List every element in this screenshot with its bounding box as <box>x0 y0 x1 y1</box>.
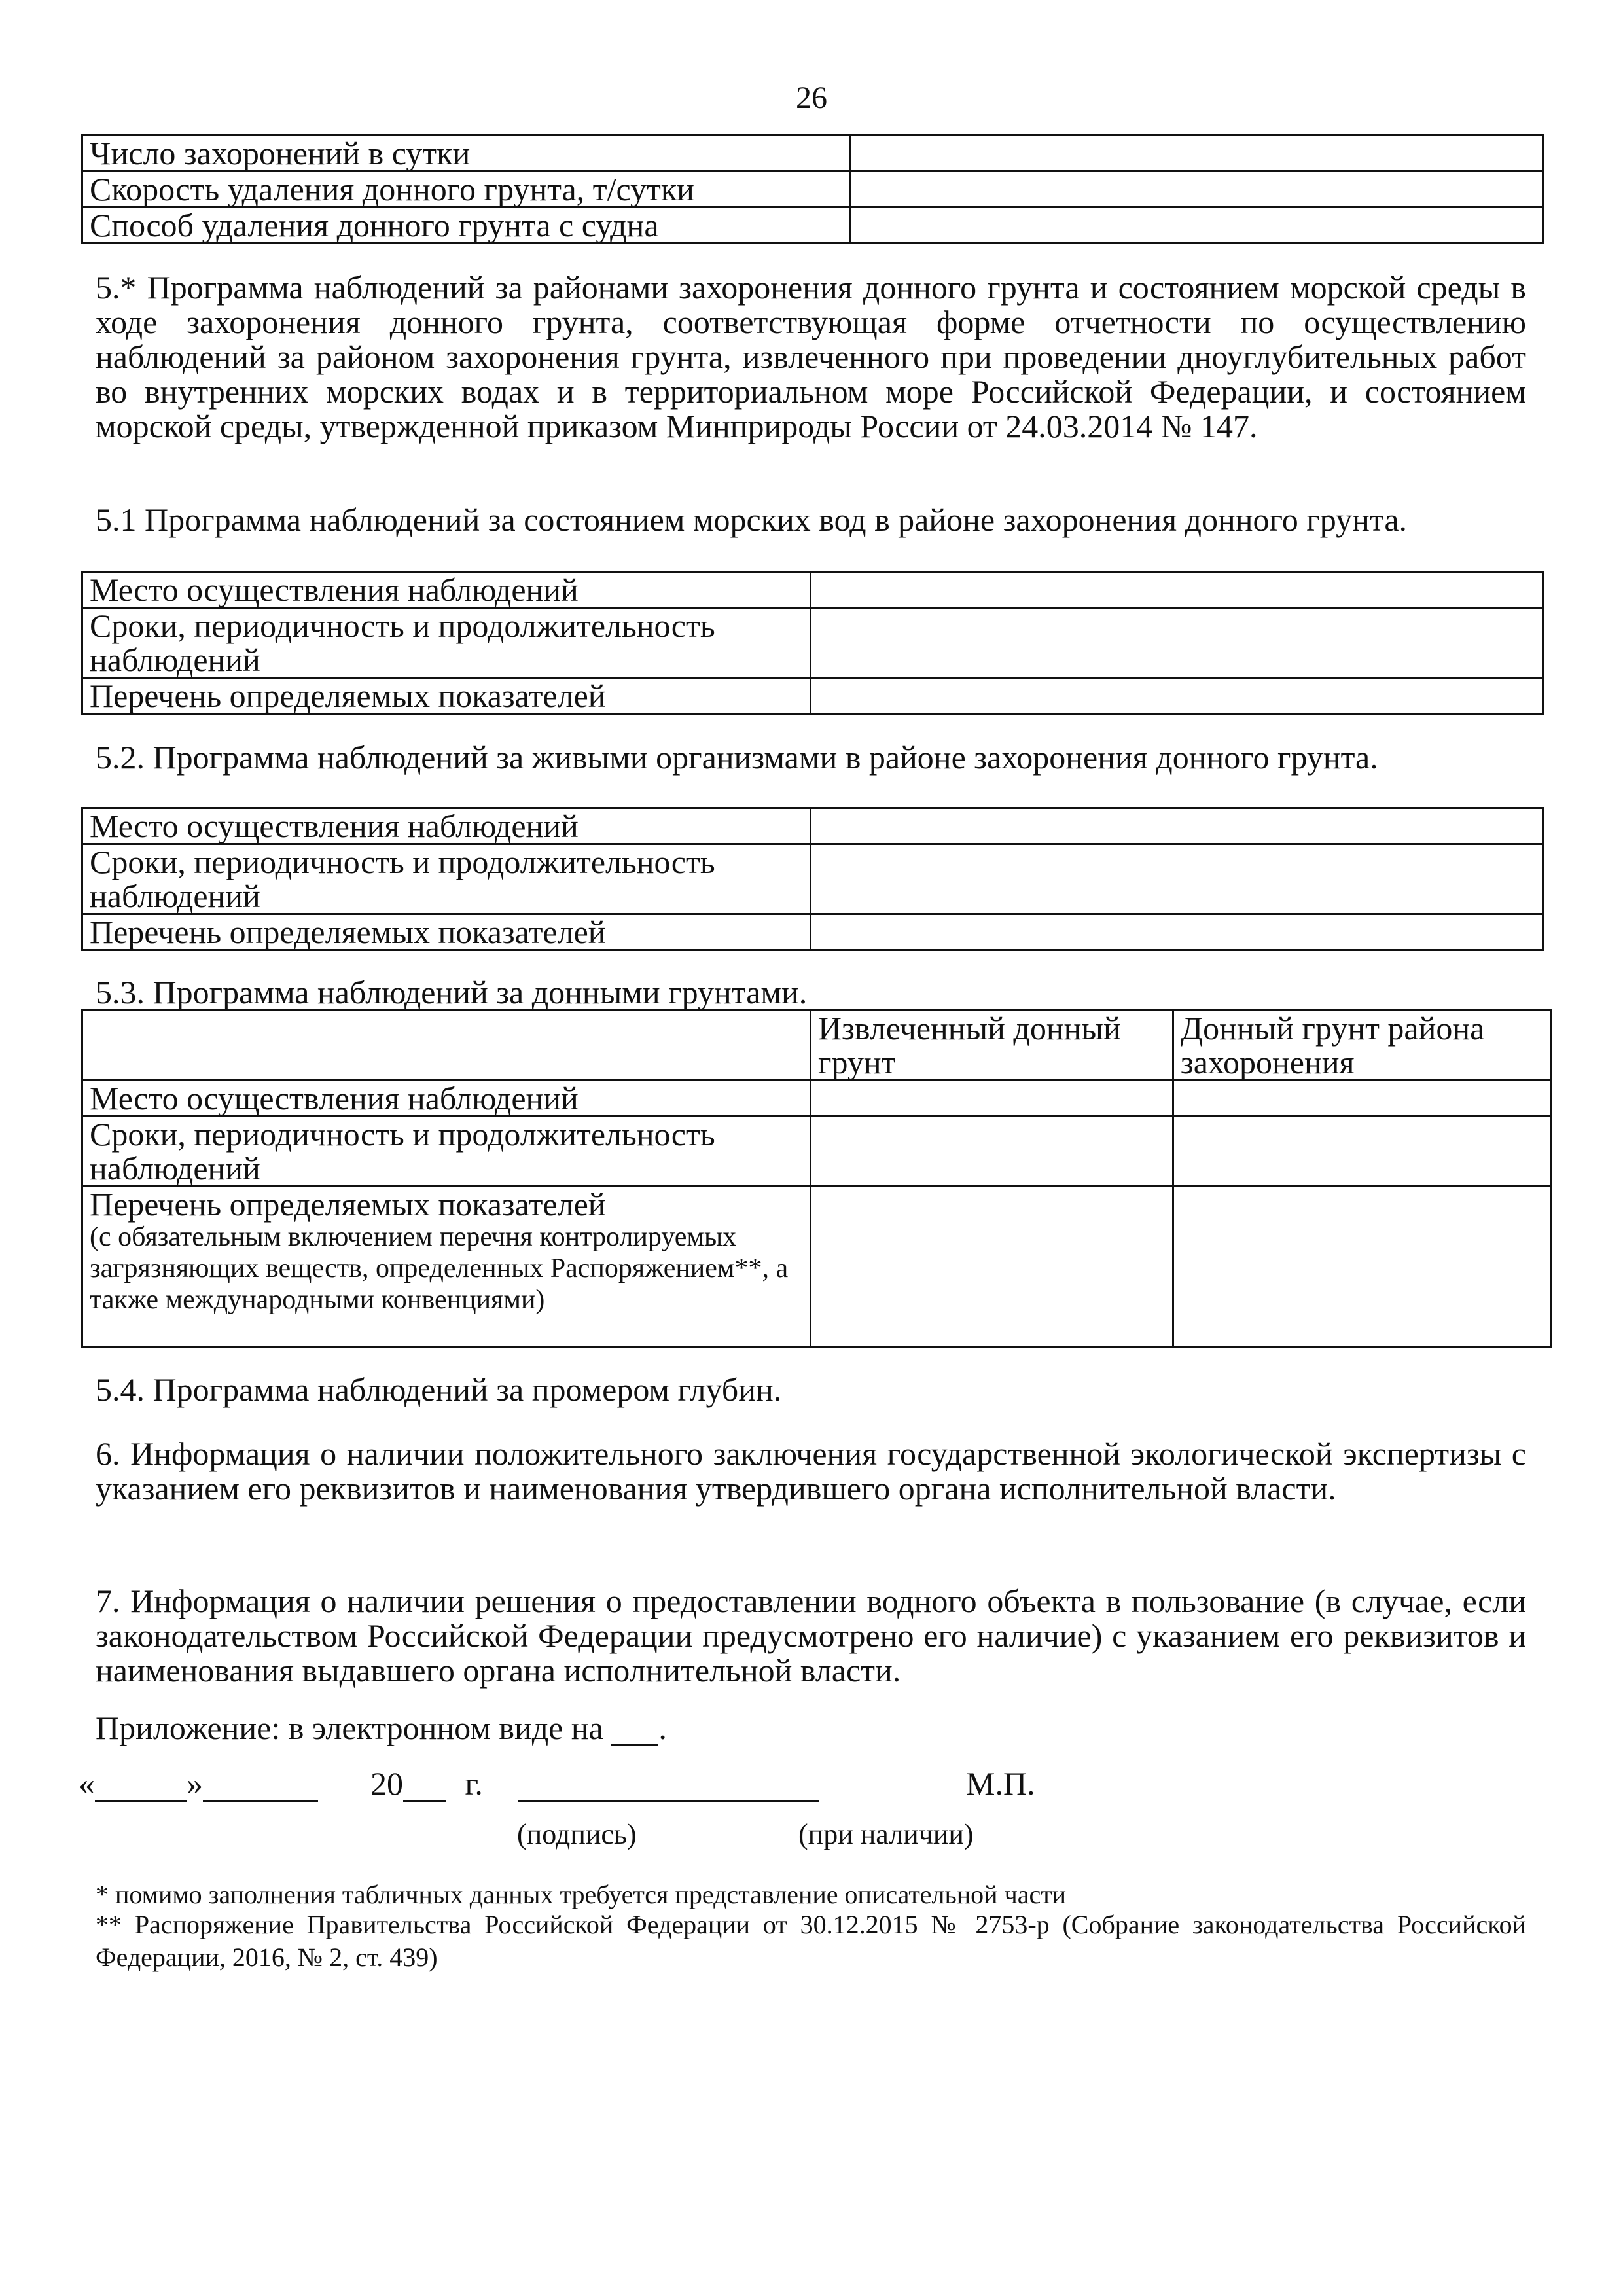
column-header-disposal-soil: Донный грунт района захоронения <box>1173 1011 1551 1081</box>
paragraph-5: 5.* Программа наблюдений за районами захоронения донного грунта и состоянием морской среды в ходе захоронения донного грунта, соответствующая форме отчетности по осуществлению наблюдений за районом захоронения грунта, извлеченного при проведении дноуглубительных работ во внутренних морских водах и в территориальном море Российской Федерации, и состоянием морской среды, утвержденной приказом Минприроды России от 24.03.2014 № 147. <box>96 269 1526 444</box>
table-row-label: Сроки, периодичность и продолжительность наблюдений <box>82 608 811 678</box>
table-cell-empty <box>851 171 1543 207</box>
signature-caption: (подпись) <box>517 1818 637 1850</box>
table-row-label: Место осуществления наблюдений <box>82 808 811 844</box>
paragraph-6: 6. Информация о наличии положительного заключения государственной экологической экспертизы с указанием его реквизитов и наименования утвердившего органа исполнительной власти. <box>96 1435 1526 1507</box>
column-header-extracted-soil: Извлеченный донный грунт <box>811 1011 1173 1081</box>
signature-blank-wrap <box>518 1765 819 1802</box>
table-row-label: Сроки, периодичность и продолжительность наблюдений <box>82 1117 811 1187</box>
sea-water-table <box>81 571 1544 715</box>
table-cell-empty <box>851 135 1543 171</box>
appendix-text: Приложение: в электронном виде на <box>96 1710 603 1746</box>
table-row-label: Место осуществления наблюдений <box>82 572 811 608</box>
table-row-label <box>82 1187 811 1348</box>
table-row-label: Число захоронений в сутки <box>82 135 851 171</box>
table-cell-empty <box>811 844 1543 914</box>
paragraph-5-4: 5.4. Программа наблюдений за промером глубин. <box>96 1371 782 1408</box>
footnote-2: ** Распоряжение Правительства Российской Федерации от 30.12.2015 № 2753-р (Собрание законодательства Российской Федерации, 2016, № 2, ст. 439) <box>96 1910 1526 1972</box>
signature-line <box>79 1765 318 1802</box>
appendix-line: Приложение: в электронном виде на . <box>96 1710 667 1746</box>
organisms-table <box>81 807 1544 951</box>
table-cell-empty <box>811 1187 1173 1348</box>
table-header-empty <box>82 1011 811 1081</box>
stamp-caption: (при наличии) <box>798 1818 974 1850</box>
year-blank <box>403 1771 446 1802</box>
table-cell-empty <box>1173 1117 1551 1187</box>
table-row-label: Перечень определяемых показателей <box>82 914 811 950</box>
row-note: (с обязательным включением перечня контролируемых загрязняющих веществ, определенных Распоряжением**, а также международными конвенциями) <box>90 1222 789 1315</box>
stamp-label: М.П. <box>966 1765 1035 1802</box>
sediments-table <box>81 1009 1552 1348</box>
signature-blank <box>518 1771 819 1802</box>
table-cell-empty <box>811 1081 1173 1117</box>
table-row-label: Перечень определяемых показателей <box>82 678 811 714</box>
appendix-blank <box>611 1715 658 1746</box>
table-row-label: Сроки, периодичность и продолжительность наблюдений <box>82 844 811 914</box>
disposal-table <box>81 134 1544 244</box>
paragraph-7: 7. Информация о наличии решения о предоставлении водного объекта в пользование (в случае, если законодательством Российской Федерации предусмотрено его наличие) с указанием его реквизитов и наименования выдавшего органа исполнительной власти. <box>96 1583 1526 1689</box>
page-number: 26 <box>796 81 827 115</box>
table-cell-empty <box>811 572 1543 608</box>
table-cell-empty <box>851 207 1543 243</box>
table-cell-empty <box>811 1117 1173 1187</box>
table-row-label: Способ удаления донного грунта с судна <box>82 207 851 243</box>
footnote-1: * помимо заполнения табличных данных требуется представление описательной части <box>96 1880 1067 1909</box>
quote-open: « <box>79 1765 95 1802</box>
quote-close: » <box>187 1765 203 1802</box>
table-cell-empty <box>811 808 1543 844</box>
paragraph-5-1: 5.1 Программа наблюдений за состоянием морских вод в районе захоронения донного грунта. <box>96 501 1408 538</box>
table-cell-empty <box>811 678 1543 714</box>
paragraph-5-2: 5.2. Программа наблюдений за живыми организмами в районе захоронения донного грунта. <box>96 739 1378 776</box>
table-cell-empty <box>811 914 1543 950</box>
row-main-label: Перечень определяемых показателей <box>90 1186 606 1223</box>
year-field <box>370 1765 483 1802</box>
table-cell-empty <box>1173 1081 1551 1117</box>
paragraph-5-3: 5.3. Программа наблюдений за донными грунтами. <box>96 974 808 1011</box>
month-blank <box>203 1771 318 1802</box>
year-prefix: 20 <box>370 1765 403 1802</box>
table-row-label: Место осуществления наблюдений <box>82 1081 811 1117</box>
table-cell-empty <box>811 608 1543 678</box>
table-cell-empty <box>1173 1187 1551 1348</box>
table-row-label: Скорость удаления донного грунта, т/сутки <box>82 171 851 207</box>
day-blank <box>95 1771 187 1802</box>
year-suffix: г. <box>465 1765 483 1802</box>
